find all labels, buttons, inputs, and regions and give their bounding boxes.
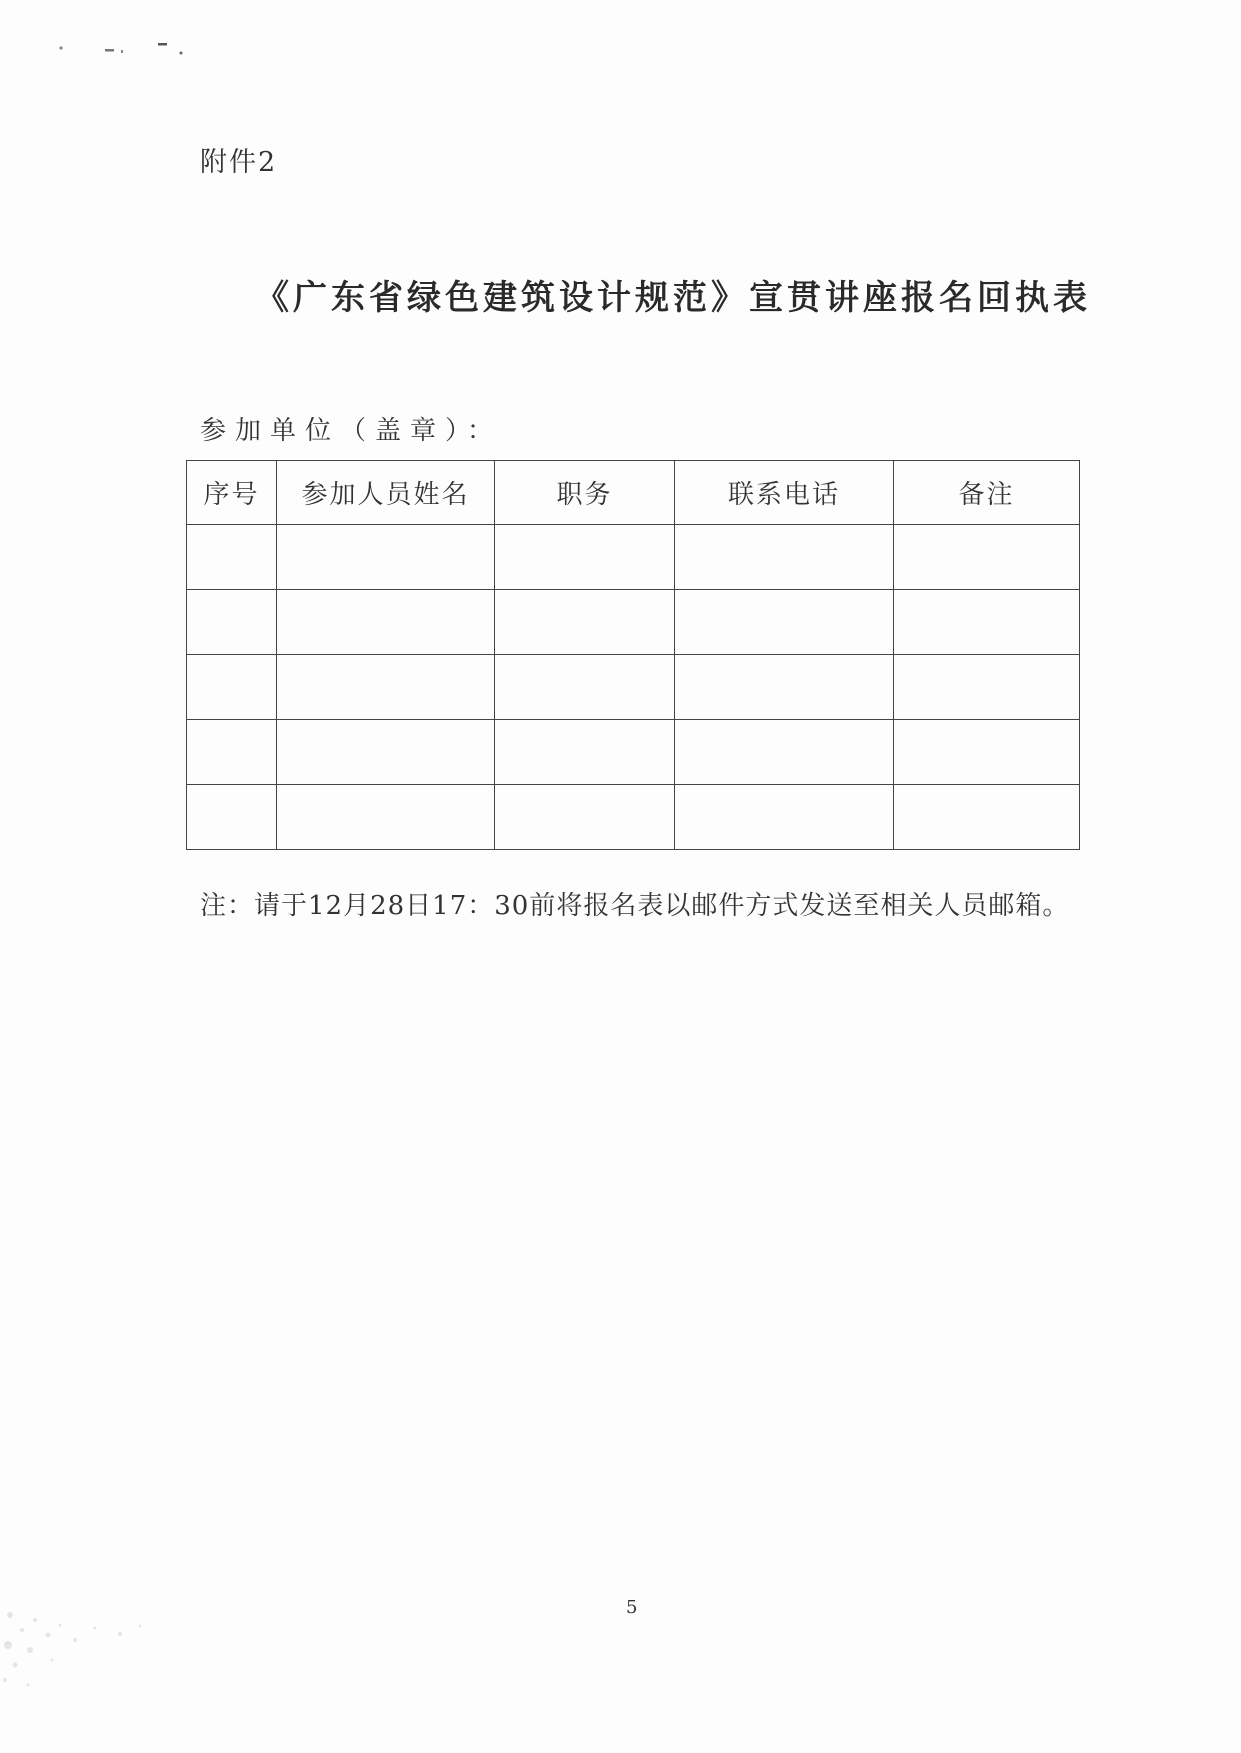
phone-cell[interactable] — [675, 720, 894, 785]
participant-name-cell[interactable] — [277, 655, 495, 720]
page-number: 5 — [626, 1597, 638, 1618]
serial-number-cell[interactable] — [187, 525, 277, 590]
table-row — [187, 720, 1080, 785]
header-participant-name: 参加人员姓名 — [277, 461, 495, 525]
phone-cell[interactable] — [675, 655, 894, 720]
header-phone: 联系电话 — [675, 461, 894, 525]
header-position: 职务 — [495, 461, 675, 525]
serial-number-cell[interactable] — [187, 590, 277, 655]
remarks-cell[interactable] — [894, 655, 1080, 720]
position-cell[interactable] — [495, 655, 675, 720]
participant-name-cell[interactable] — [277, 785, 495, 850]
table-row — [187, 655, 1080, 720]
serial-number-cell[interactable] — [187, 785, 277, 850]
position-cell[interactable] — [495, 720, 675, 785]
header-serial-number: 序号 — [187, 461, 277, 525]
phone-cell[interactable] — [675, 590, 894, 655]
remarks-cell[interactable] — [894, 590, 1080, 655]
remarks-cell[interactable] — [894, 785, 1080, 850]
document-title: 《广东省绿色建筑设计规范》宣贯讲座报名回执表 — [255, 278, 1091, 318]
remarks-cell[interactable] — [894, 720, 1080, 785]
participant-name-cell[interactable] — [277, 720, 495, 785]
phone-cell[interactable] — [675, 785, 894, 850]
scan-artifact-smudge — [0, 1590, 170, 1710]
submission-note: 注：请于12月28日17：30前将报名表以邮件方式发送至相关人员邮箱。 — [200, 891, 1070, 921]
remarks-cell[interactable] — [894, 525, 1080, 590]
participant-unit-label: 参加单位（盖章）： — [200, 416, 503, 446]
participant-name-cell[interactable] — [277, 525, 495, 590]
participant-name-cell[interactable] — [277, 590, 495, 655]
table-row — [187, 590, 1080, 655]
table-row — [187, 785, 1080, 850]
table-row — [187, 525, 1080, 590]
position-cell[interactable] — [495, 525, 675, 590]
serial-number-cell[interactable] — [187, 720, 277, 785]
attachment-label: 附件2 — [200, 147, 278, 178]
scan-artifact-specks — [55, 40, 195, 58]
header-remarks: 备注 — [894, 461, 1080, 525]
phone-cell[interactable] — [675, 525, 894, 590]
position-cell[interactable] — [495, 785, 675, 850]
position-cell[interactable] — [495, 590, 675, 655]
serial-number-cell[interactable] — [187, 655, 277, 720]
registration-table — [186, 460, 1080, 850]
table-header-row — [187, 461, 1080, 525]
